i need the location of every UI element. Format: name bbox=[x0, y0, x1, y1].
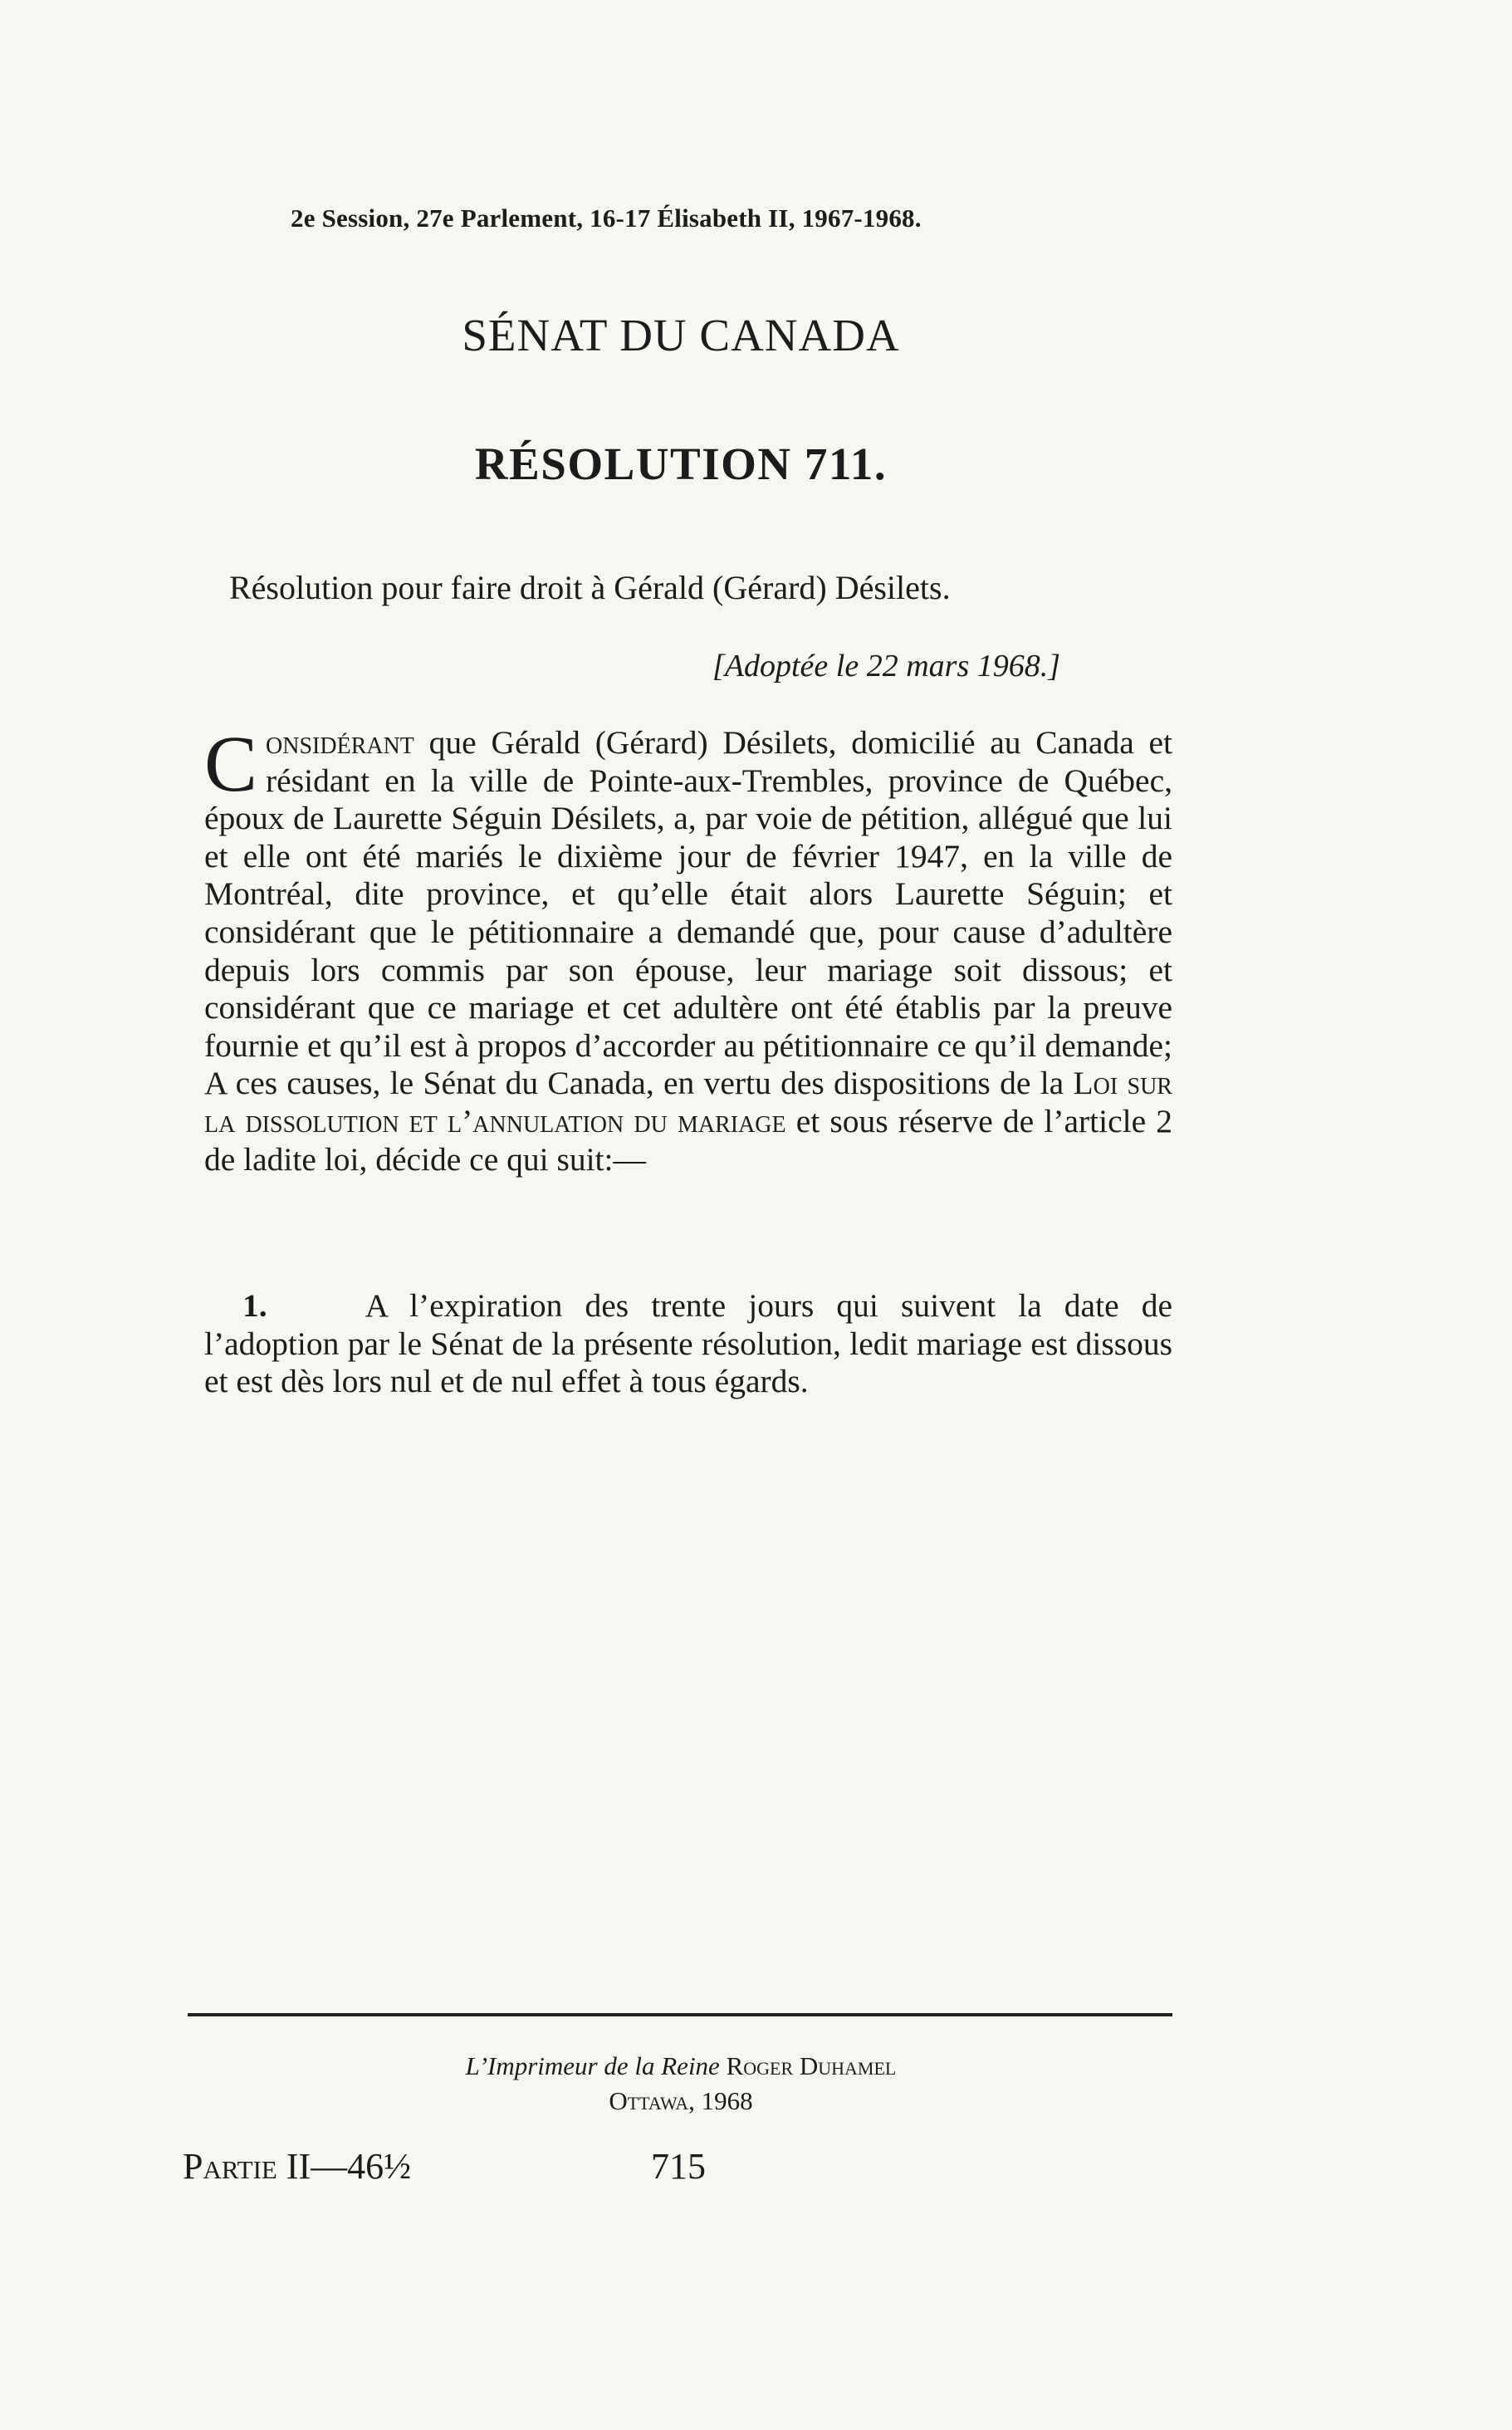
footer-rule bbox=[188, 2013, 1172, 2016]
drop-cap: C bbox=[204, 719, 258, 808]
page-number: 715 bbox=[651, 2146, 706, 2187]
city-year: Ottawa, 1968 bbox=[609, 2086, 753, 2115]
article-text: A l’expiration des trente jours qui suivent la date de l’adoption par le Sénat de la présente résolution, ledit mariage est dissous et est dès lors nul et de nul effet à tous égards. bbox=[204, 1287, 1172, 1400]
printer-line bbox=[0, 2051, 1362, 2081]
session-line: 2e Session, 27e Parlement, 16-17 Élisabeth II, 1967-1968. bbox=[291, 203, 922, 233]
article-1 bbox=[204, 1287, 1172, 1401]
article-number: 1. bbox=[242, 1287, 267, 1324]
preamble-text-2: et sous réserve de l’article 2 de ladite loi, décide ce qui suit:— bbox=[204, 1102, 1173, 1178]
printer-title: L’Imprimeur de la Reine bbox=[465, 2051, 720, 2080]
preamble-text-1: que Gérald (Gérard) Désilets, domicilié au Canada et résidant en la ville de Pointe-aux-Trembles, province de Québec, époux de Laurette Séguin Désilets, a, par voie de pétition, allégué que lui et elle ont été mariés le dixième jour de février 1947, en la ville de Montréal, dite province, et qu’elle était alors Laurette Séguin; et considérant que le pétitionnaire a demandé que, pour cause d’adultère depuis lors commis par son épouse, leur mariage soit dissous; et considérant que ce mariage et cet adultère ont été établis par la preuve fournie et qu’il est à propos d’accorder au pétitionnaire ce qu’il demande; A ces causes, le Sénat du Canada, en vertu des dispositions de la bbox=[204, 724, 1172, 1102]
resolution-title: RÉSOLUTION 711. bbox=[474, 438, 888, 489]
adoption-date: [Adoptée le 22 mars 1968.] bbox=[712, 649, 1061, 683]
lead-word: onsidérant bbox=[266, 724, 414, 761]
preamble-paragraph bbox=[204, 719, 1173, 1178]
printer-name: Roger Duhamel bbox=[719, 2051, 897, 2080]
law-name: Loi sur la dissolution et l’annulation du mariage bbox=[204, 1065, 1172, 1139]
institution-heading: SÉNAT DU CANADA bbox=[462, 310, 900, 360]
resolution-subtitle: Résolution pour faire droit à Gérald (Gérard) Désilets. bbox=[229, 569, 951, 606]
part-label: Partie II—46½ bbox=[183, 2146, 412, 2187]
